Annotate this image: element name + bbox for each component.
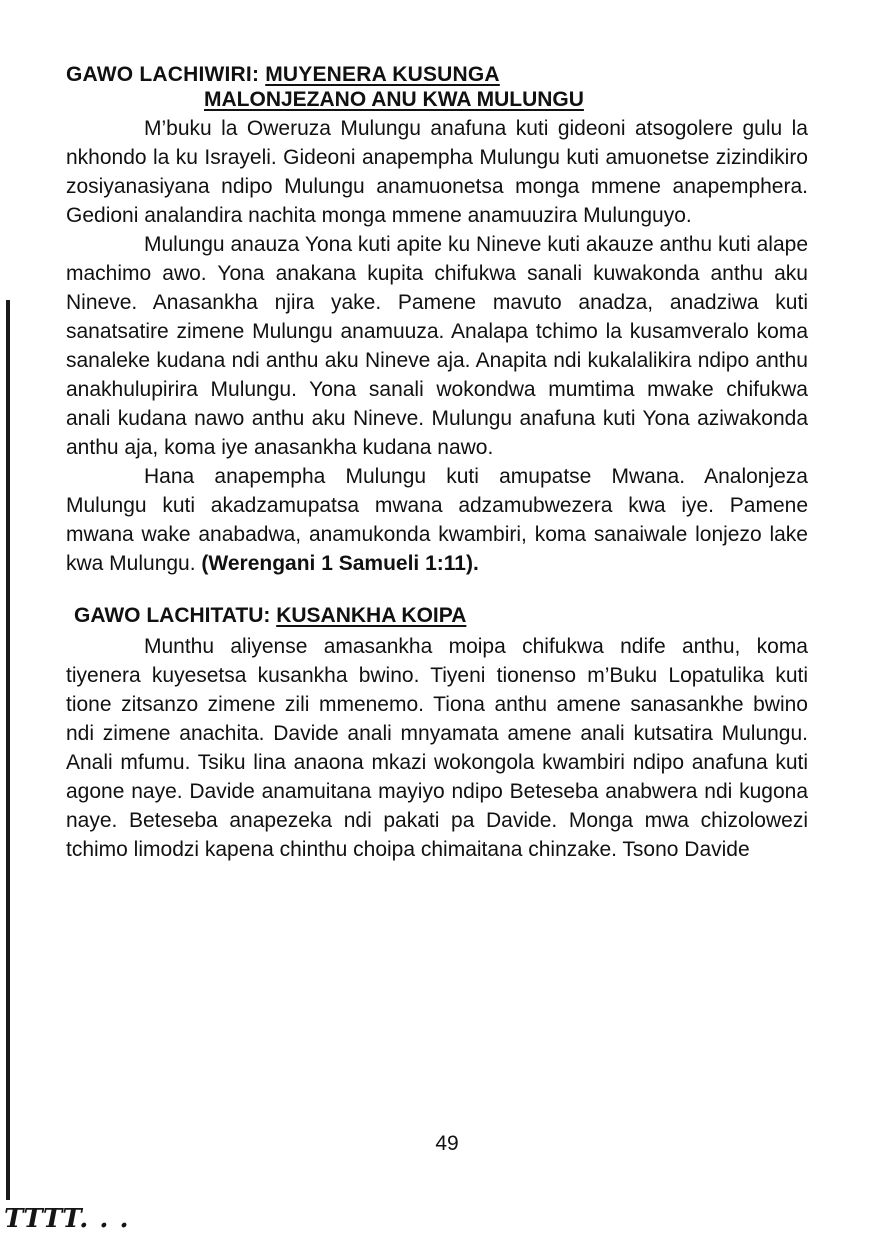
binding-edge-line bbox=[6, 300, 10, 1200]
section-heading bbox=[66, 602, 808, 630]
section-title: MUYENERA KUSUNGA bbox=[265, 63, 500, 86]
section-title: KUSANKHA KOIPA bbox=[276, 604, 467, 627]
section-gap bbox=[66, 578, 808, 602]
section-heading bbox=[66, 62, 808, 88]
section-label: GAWO LACHITATU: bbox=[74, 604, 271, 627]
section-label: GAWO LACHIWIRI: bbox=[66, 63, 260, 86]
section-title-continued: MALONJEZANO ANU KWA MULUNGU bbox=[204, 88, 584, 111]
page-content bbox=[66, 62, 808, 864]
paragraph bbox=[66, 462, 808, 578]
page-number: 49 bbox=[435, 1132, 459, 1155]
paragraph: Mulungu anauza Yona kuti apite ku Nineve kuti akauze anthu kuti alape machimo awo. Yona anakana kupita chifukwa sanali kuwakonda anthu aku Nineve. Anasankha njira yake. Pamene mavuto anadza, anadziwa kuti sanatsatire zimene Mulungu anamuuza. Analapa tchimo la kusamveralo koma sanaleke kudana ndi anthu aku Nineve aja. Anapita ndi kukalalikira ndipo anthu anakhulupirira Mulungu. Yona sanali wokondwa mumtima mwake chifukwa anali kudana nawo anthu aku Nineve. Mulungu anafuna kuti Yona aziwakonda anthu aja, koma iye anasankha kudana nawo. bbox=[66, 233, 808, 459]
paragraph: M’buku la Oweruza Mulungu anafuna kuti gideoni atsogolere gulu la nkhondo la ku Israyeli. Gideoni anapempha Mulungu kuti amuonetse zizindikiro zosiyanasiyana ndipo Mulungu anamuonetsa monga mmene anapemphera. Gedioni analandira nachita monga mmene anamuuzira Mulunguyo. bbox=[66, 117, 808, 227]
scanned-text-fragment: TTTT. . . bbox=[4, 1204, 130, 1234]
paragraph-text: Hana anapempha Mulungu kuti amupatse Mwana. Analonjeza Mulungu kuti akadzamupatsa mwana adzamubwezera kwa iye. Pamene mwana wake anabadwa, anamukonda kwambiri, koma sanaiwale lonjezo lake kwa Mulungu. bbox=[66, 465, 808, 575]
scripture-reference: (Werengani 1 Samueli 1:11). bbox=[201, 552, 479, 575]
paragraph: Munthu aliyense amasankha moipa chifukwa ndife anthu, koma tiyenera kuyesetsa kusankha bwino. Tiyeni tionenso m’Buku Lopatulika kuti tione zitsanzo zimene zili mmenemo. Tiona anthu amene sanasankhe bwino ndi zimene anachita. Davide anali mnyamata amene anali kutsatira Mulungu. Anali mfumu. Tsiku lina anaona mkazi wokongola kwambiri ndipo anafuna kuti agone naye. Davide anamuitana mayiyo ndipo Beteseba anabwera ndi kugona naye. Beteseba anapezeka ndi pakati pa Davide. Monga mwa chizolowezi tchimo limodzi kapena chinthu choipa chimaitana chinzake. Tsono Davide bbox=[66, 635, 808, 861]
